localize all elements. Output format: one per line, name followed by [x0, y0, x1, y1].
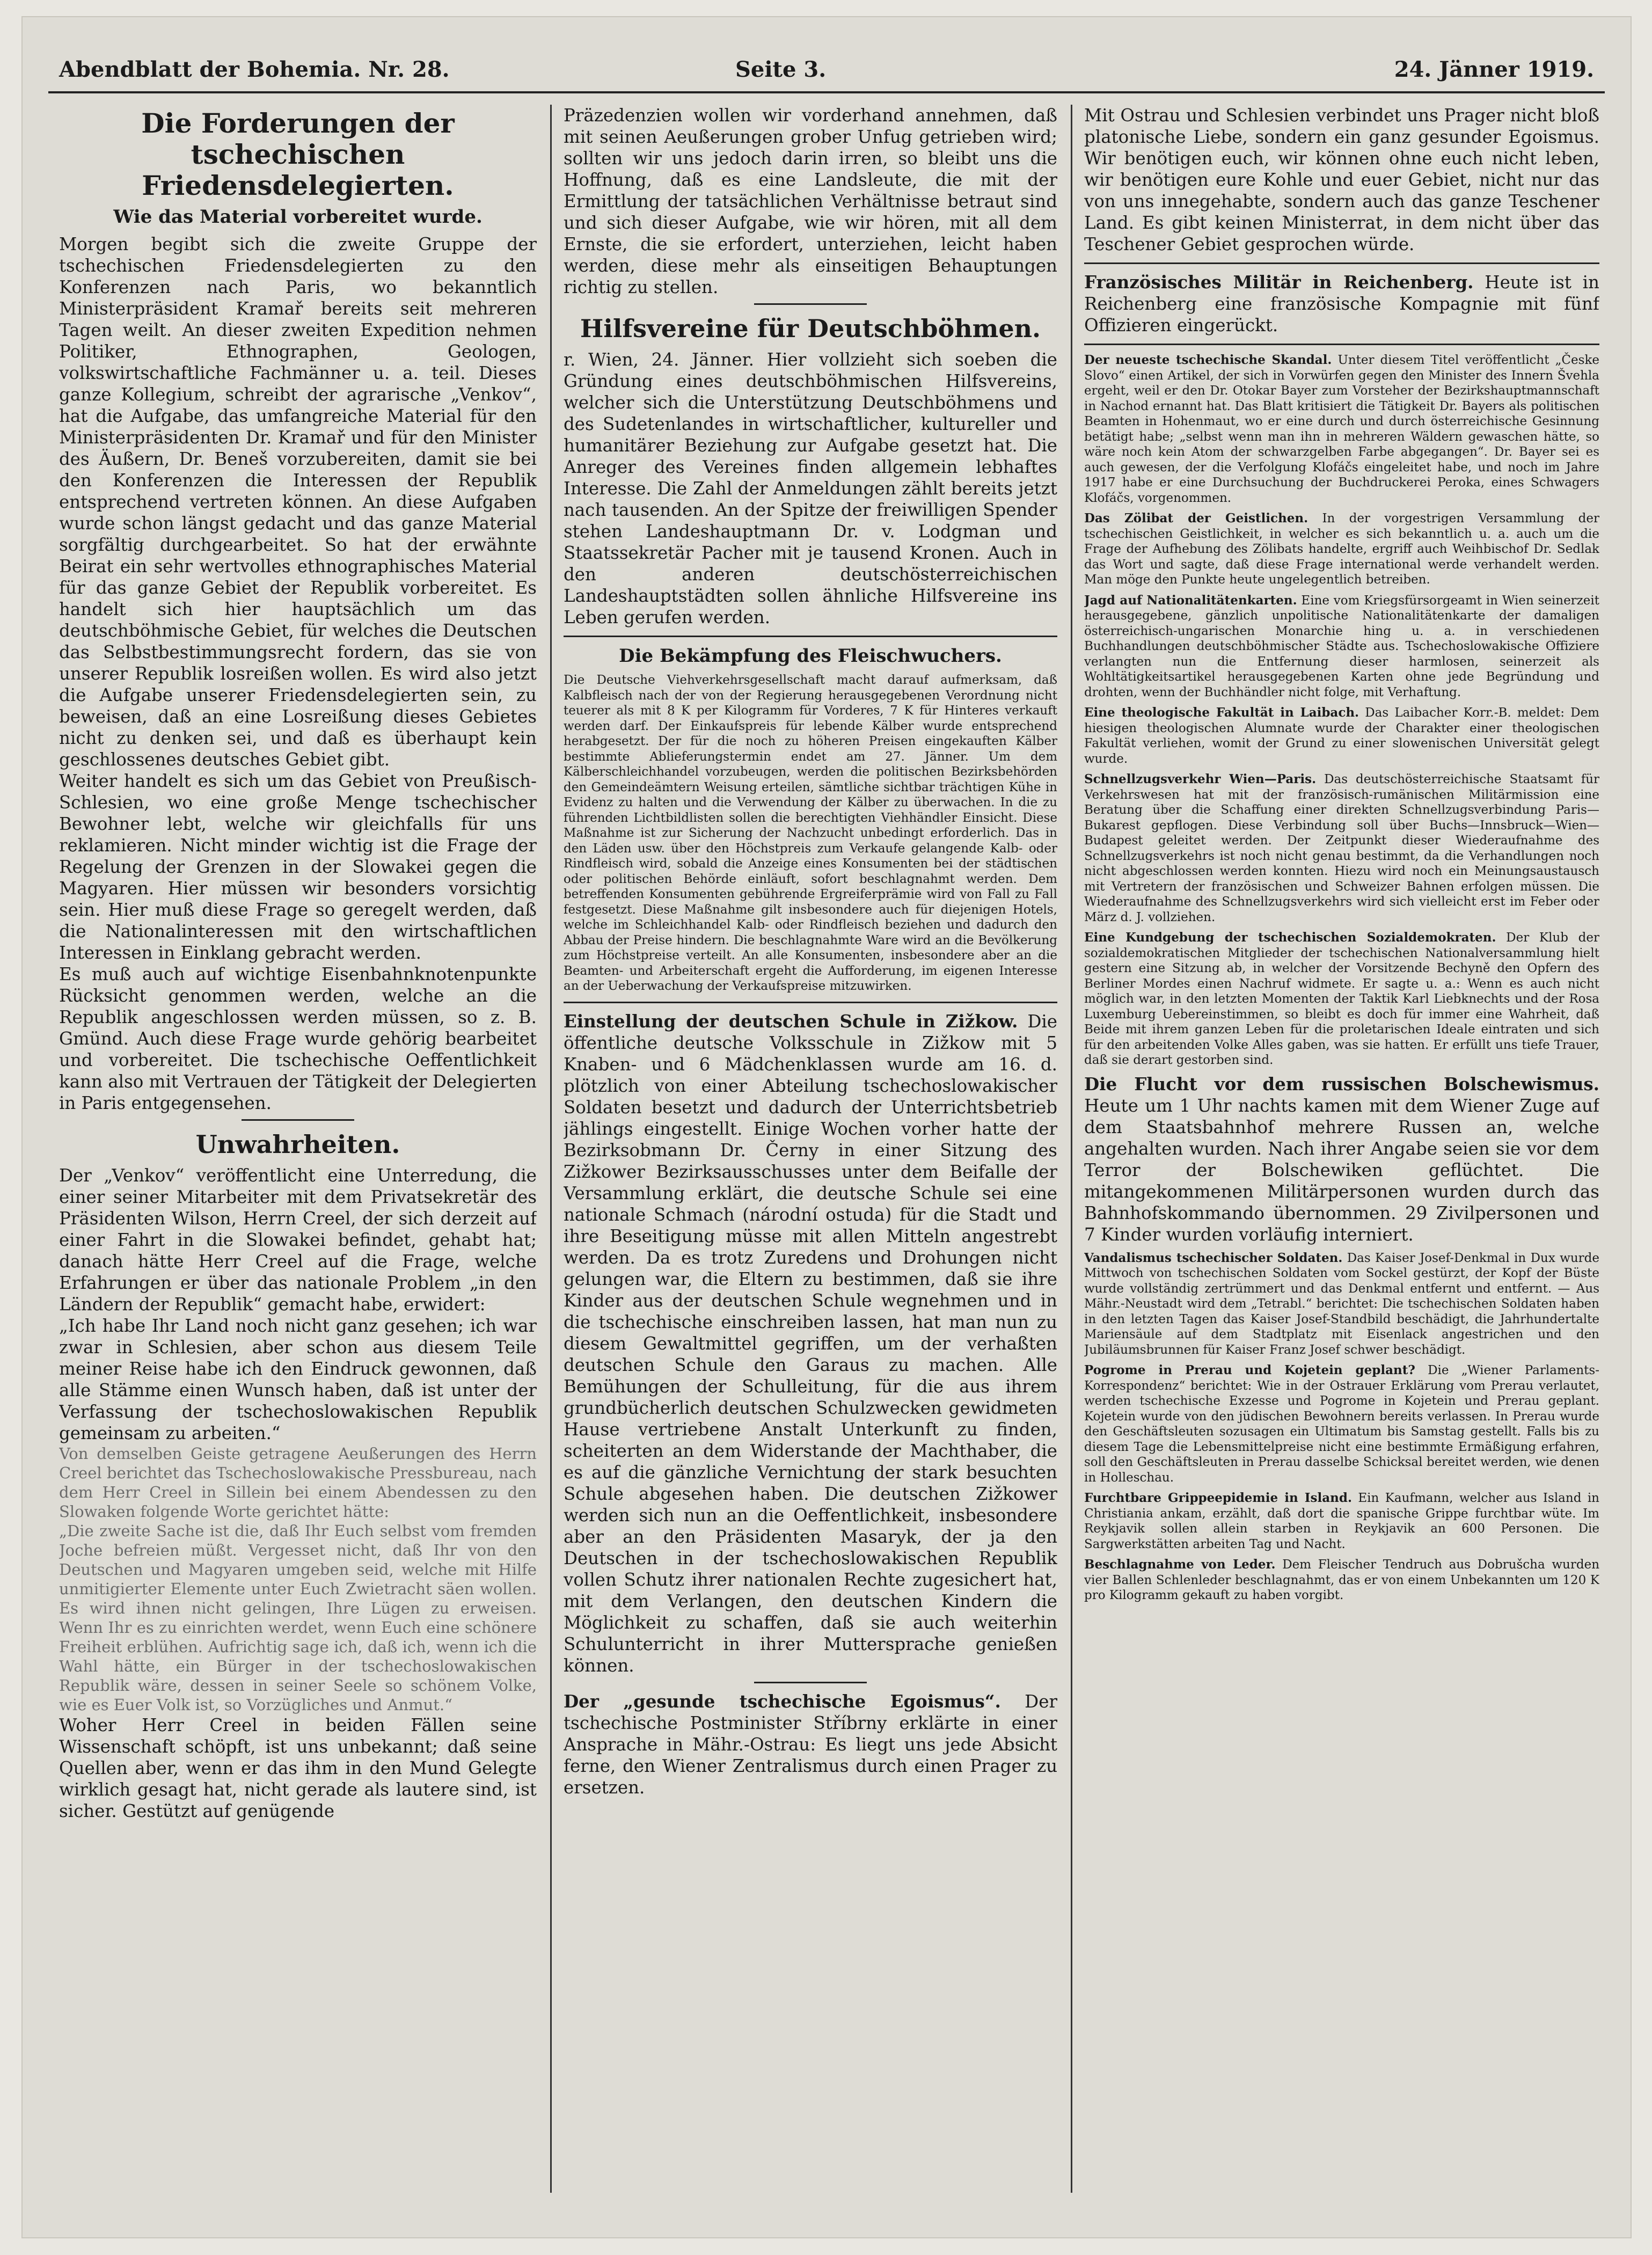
masthead-date: 24. Jänner 1919.: [1394, 57, 1594, 82]
column-3: [1084, 105, 1599, 2198]
article-lead: Vandalismus tschechischer Soldaten.: [1084, 1250, 1343, 1265]
article-headline: Die Bekämpfung des Fleischwuchers.: [619, 645, 1002, 667]
article-lead: Französisches Militär in Reichenberg.: [1084, 272, 1474, 293]
article-paragraph: Dem Fleischer Tendruch aus Dobrušcha wurden vier Ballen Schlenleder beschlagnahmt, das er von einem Unbekannten um 120 K pro Kilogramm gekauft zu haben vorgibt.: [1084, 1558, 1599, 1602]
article-lead: Die Flucht vor dem russischen Bolschewismus.: [1084, 1073, 1599, 1094]
article-lead: Der neueste tschechische Skandal.: [1084, 353, 1332, 367]
article-paragraph: Das Kaiser Josef-Denkmal in Dux wurde Mittwoch von tschechischen Soldaten vom Sockel gestürzt, der Kopf der Büste wurde vollständig zertrümmert und das Denkmal entfernt und entfernt. — Aus Mähr.-Neustadt wird dem „Tetrabl.“ berichtet: Die tschechischen Soldaten haben in den letzten Tagen das Kaiser Josef-Standbild beschädigt, die Jahrhundertalte Mariensäule auf dem Stadtplatz mit Eisenlack angestrichen und den Jubiläumsbrunnen für Kaiser Franz Josef schwer beschädigt.: [1084, 1251, 1599, 1357]
article-paragraph: In der vorgestrigen Versammlung der tschechischen Geistlichkeit, in welcher es sich bekanntlich u. a. auch um die Frage der Aufhebung des Zölibats handelte, ergriff auch Weihbischof Dr. Sedlak das Wort und sagte, daß diese Frage international werde verhandelt werden. Man möge den Punkte heute ungelegentlich betreiben.: [1084, 512, 1599, 587]
newspaper-page: [21, 16, 1632, 2238]
column-divider: [550, 105, 552, 2193]
article-paragraph: Unter diesem Titel veröffentlicht „Česke Slovo“ einen Artikel, der sich in Vorwürfen gegen den Minister des Innern Švehla ergeht, weil er den Dr. Otokar Bayer zum Vorsteher der Bezirkshauptmannschaft in Nachod ernannt hat. Das Blatt kritisiert die Tätigkeit Dr. Bayers als politischen Beamten in Hohenmaut, wo er eine durch und durch österreichische Gesinnung betätigt habe; „selbst wenn man ihn in mehreren Wäldern gewaschen hätte, so wäre noch kein Atom der schwarzgelben Farbe abgegangen“. Dr. Bayer sei es auch gewesen, der die Verfolgung Klofáčs eingeleitet habe, und noch im Jahre 1917 habe er eine Durchsuchung der Buchdruckerei Peroka, eines Schwagers Klofáčs, vorgenommen.: [1084, 353, 1599, 505]
section-divider: [564, 1002, 1057, 1003]
article-paragraph: Der Klub der sozialdemokratischen Mitglieder der tschechischen Nationalversammlung hielt gestern eine Sitzung ab, in welcher der Vorsitzende Bechyně den Opfern des Berliner Mordes einen Nachruf widmete. Er sagte u. a.: Wenn es auch nicht möglich war, in den letzten Momenten der Taktik Karl Liebknechts und der Rosa Luxemburg Uebereinstimmen, so bleibt es doch für immer eine Wahrheit, daß Beide mit ihrem ganzen Leben für die proletarischen Ideale eintraten und sich für den arbeitenden Volke Alles gaben, was sie hatten. Er erfüllt uns tiefe Trauer, daß sie derart gestorben sind.: [1084, 931, 1599, 1067]
article-headline: Hilfsvereine für Deutschböhmen.: [580, 314, 1041, 343]
column-2: [564, 105, 1057, 2198]
article-lead: Einstellung der deutschen Schule in Zižkow.: [564, 1010, 1018, 1032]
article-lead: Das Zölibat der Geistlichen.: [1084, 511, 1309, 526]
article-paragraph: Eine vom Kriegsfürsorgeamt in Wien seinerzeit herausgegebene, gänzlich unpolitische Nationalitätenkarte der damaligen österreichisch-ungarischen Monarchie hing u. a. in verschiedenen Buchhandlungen deutschböhmischer Städte aus. Tschechoslowakische Offiziere verlangten nun die Entfernung dieser harmlosen, seinerzeit als Wohltätigkeitsartikel herausgegebenen Karten ohne jede Begründung und drohten, wenn der Buchhändler nicht folge, mit Verhaftung.: [1084, 593, 1599, 699]
article-paragraph: Es muß auch auf wichtige Eisenbahnknotenpunkte Rücksicht genommen werden, welche an die Republik angeschlossen werden müssen, so z. B. Gmünd. Auch diese Frage wurde gehörig bearbeitet und vorbereitet. Die tschechische Oeffentlichkeit kann also mit Vertrauen der Tätigkeit der Delegierten in Paris entgegensehen.: [59, 964, 537, 1113]
article-lead: Schnellzugsverkehr Wien—Paris.: [1084, 772, 1317, 786]
section-divider: [242, 1119, 354, 1121]
article-subheadline: Wie das Material vorbereitet wurde.: [113, 206, 483, 228]
section-divider: [564, 636, 1057, 637]
article-quote: „Ich habe Ihr Land noch nicht ganz gesehen; ich war zwar in Schlesien, aber schon aus diesem Teile meiner Reise habe ich den Eindruck gewonnen, daß alle Stämme einen Wunsch haben, daß ist unter der Verfassung der tschechoslowakischen Republik gemeinsam zu arbeiten.“: [59, 1316, 537, 1443]
article-paragraph: Woher Herr Creel in beiden Fällen seine Wissenschaft schöpft, ist uns unbekannt; daß seine Quellen aber, wenn er das ihm in den Mund Gelegte wirklich gesagt hat, nicht gerade als lautere sind, ist sicher. Gestützt auf genügende: [59, 1715, 537, 1821]
masthead-paper-issue: Abendblatt der Bohemia. Nr. 28.: [59, 57, 450, 82]
section-divider: [754, 303, 867, 305]
article-lead: Eine Kundgebung der tschechischen Sozialdemokraten.: [1084, 930, 1496, 945]
article-headline: Unwahrheiten.: [195, 1130, 400, 1159]
article-lead: Furchtbare Grippeepidemie in Island.: [1084, 1491, 1352, 1505]
columns: [59, 105, 1610, 2209]
article-paragraph: Heute um 1 Uhr nachts kamen mit dem Wiener Zuge auf dem Staatsbahnhof mehrere Russen an, welche angehalten wurden. Nach ihrer Angabe seien sie vor dem Terror der Bolschewiken geflüchtet. Die mitangekommenen Militärpersonen wurden durch das Bahnhofskommando übernommen. 29 Zivilpersonen und 7 Kinder wurden vorläufig interniert.: [1084, 1095, 1599, 1245]
article-paragraph: Präzedenzien wollen wir vorderhand annehmen, daß mit seinen Aeußerungen grober Unfug getrieben wird; sollten wir uns jedoch darin irren, so bleibt uns die Hoffnung, daß es eine Landsleute, die mit der Ermittlung der tatsächlichen Verhältnisse betraut sind und sich dieser Aufgabe, wie wir hören, mit all dem Ernste, die sie erfordert, unterziehen, leicht haben werden, diese mehr als einseitigen Behauptungen richtig zu stellen.: [564, 105, 1057, 297]
article-paragraph: r. Wien, 24. Jänner. Hier vollzieht sich soeben die Gründung eines deutschböhmischen Hilfsvereins, welcher sich die Unterstützung Deutschböhmens und des Sudetenlandes in wirtschaftlicher, kultureller und humanitärer Beziehung zur Aufgabe gesetzt hat. Die Anreger des Vereines finden allgemein lebhaftes Interesse. Die Zahl der Anmeldungen zählt bereits jetzt nach tausenden. An der Spitze der freiwilligen Spender stehen Landeshauptmann Dr. v. Lodgman und Staatssekretär Pacher mit je tausend Kronen. Auch in den anderen deutschösterreichischen Landeshauptstädten sollen ähnliche Hilfsvereine ins Leben gerufen werden.: [564, 349, 1057, 627]
article-paragraph: Ein Kaufmann, welcher aus Island in Christiania ankam, erzählt, daß dort die spanische Grippe furchtbar wüte. Im Reykjavik sollen allein starben in Reykjavik an 600 Personen. Die Sargwerkstätten arbeiten Tag und Nacht.: [1084, 1491, 1599, 1551]
article-lead: Jagd auf Nationalitätenkarten.: [1084, 593, 1297, 608]
article-lead: Eine theologische Fakultät in Laibach.: [1084, 705, 1359, 720]
article-lead: Beschlagnahme von Leder.: [1084, 1557, 1276, 1572]
article-lead: Der „gesunde tschechische Egoismus“.: [564, 1690, 1001, 1712]
article-paragraph: Mit Ostrau und Schlesien verbindet uns Prager nicht bloß platonische Liebe, sondern ein ganz gesunder Egoismus. Wir benötigen euch, wir können ohne euch nicht leben, wir benötigen eure Kohle und euer Gebiet, nicht nur das von uns innegehabte, sondern auch das ganze Teschener Land. Es gibt keinen Ministerrat, in dem nicht über das Teschener Gebiet gesprochen würde.: [1084, 105, 1599, 254]
article-paragraph: Das deutschösterreichische Staatsamt für Verkehrswesen hat mit der französisch-rumänischen Militärmission eine Beratung über die Schaffung einer direkten Schnellzugsverbindung Paris—Bukarest gepflogen. Diese Verbindung soll über Buchs—Innsbruck—Wien—Budapest geleitet werden. Der Zeitpunkt dieser Wiederaufnahme des Schnellzugsverkehrs ist noch nicht genau bestimmt, da die Verhandlungen noch nicht abgeschlossen werden konnten. Hiezu wird noch ein Meinungsaustausch mit Vertretern der französischen und Schweizer Bahnen erfolgen müssen. Die Wiederaufnahme des Schnellzugsverkehrs wird sich vielleicht erst im Feber oder März d. J. vollziehen.: [1084, 772, 1599, 924]
article-headline: Die Forderungen der tschechischen Friedensdelegierten.: [141, 107, 455, 201]
article-paragraph: Morgen begibt sich die zweite Gruppe der tschechischen Friedensdelegierten zu den Konferenzen nach Paris, wo bekanntlich Ministerpräsident Kramař bereits seit mehreren Tagen weilt. An dieser zweiten Expedition nehmen Politiker, Ethnographen, Geologen, volkswirtschaftliche Fachmänner u. a. teil. Dieses ganze Kollegium, schreibt der agrarische „Venkov“, hat die Aufgabe, das umfangreiche Material für den Ministerpräsidenten Dr. Kramař und für den Minister des Äußern, Dr. Beneš vorzubereiten, damit sie bei den Konferenzen die Interessen der Republik entsprechend vertreten können. An diese Aufgaben wurde schon längst gedacht und das ganze Material sorgfältig durchgearbeitet. So hat der erwähnte Beirat ein sehr wertvolles ethnographisches Material für das ganze Gebiet der Republik vorbereitet. Es handelt sich hier hauptsächlich um das deutschböhmische Gebiet, für welches die Deutschen das Selbstbestimmungsrecht fordern, das sie von unserer Republik losreißen wollen. Es wird also jetzt die Aufgabe unserer Friedensdelegierten sein, zu beweisen, daß an eine Losreißung dieses Gebietes nicht zu denken sei, und daß es überhaupt kein geschlossenes deutsches Gebiet gibt.: [59, 234, 537, 770]
masthead-page-number: Seite 3.: [735, 57, 827, 82]
section-divider: [1084, 262, 1599, 264]
article-quote: „Die zweite Sache ist die, daß Ihr Euch selbst vom fremden Joche befreien müßt. Vergesset nicht, daß Ihr von den Deutschen und Magyaren umgeben seid, welche mit Hilfe unmitigierter Elemente unter Euch Zwietracht säen wollen. Es wird ihnen nicht gelingen, Ihre Lügen zu erweisen. Wenn Ihr es zu einrichten werdet, wenn Euch eine schönere Freiheit erblühen. Aufrichtig sage ich, daß ich, wenn ich die Wahl hätte, ein Bürger in der tschechoslowakischen Republik wäre, dessen in seiner Seele so schönem Volke, wie es Euer Volk ist, so Vorzügliches und Anmut.“: [59, 1522, 537, 1714]
section-divider: [1084, 344, 1599, 345]
article-paragraph: Der tschechische Postminister Stříbrny erklärte in einer Ansprache in Mähr.-Ostrau: Es liegt uns jede Absicht ferne, den Wiener Zentralismus durch einen Prager zu ersetzen.: [564, 1691, 1057, 1798]
article-paragraph: Der „Venkov“ veröffentlicht eine Unterredung, die einer seiner Mitarbeiter mit dem Privatsekretär des Präsidenten Wilson, Herrn Creel, der sich derzeit auf einer Fahrt in die Slowakei befindet, gehabt hat; danach hätte Herr Creel auf die Frage, welche Erfahrungen er über das nationale Problem „in den Ländern der Republik“ gemacht habe, erwidert:: [59, 1165, 537, 1315]
article-paragraph: Die Deutsche Viehverkehrsgesellschaft macht darauf aufmerksam, daß Kalbfleisch nach der von der Regierung herausgegebenen Verordnung nicht teuerer als mit 8 K per Kilogramm für Vorderes, 7 K für Hinteres verkauft werden darf. Der Einkaufspreis für lebende Kälber wurde entsprechend herabgesetzt. Der für die noch zu höheren Preisen eingekauften Kälber bestimmte Ablieferungstermin endet am 27. Jänner. Um dem Kälberschleichhandel vorzubeugen, werden die politischen Bezirksbehörden den Gemeindeämtern Weisung erteilen, sämtliche sichtbar trächtigen Kühe in Evidenz zu halten und die Verwendung der Kälber zu überwachen. In die zu führenden Lichtbildlisten sollen die berechtigten Viehhändler Einsicht. Diese Maßnahme ist zur Sicherung der Nachzucht unbedingt erforderlich. Das in den Läden usw. über den Höchstpreis zum Verkaufe gelangende Kalb- oder Rindfleisch wird, sobald die Anzeige eines Konsumenten bei der städtischen oder politischen Behörde einläuft, sofort beschlagnahmt werden. Dem betreffenden Konsumenten gebührende Ergreiferprämie wird von Fall zu Fall festgesetzt. Diese Maßnahme gilt insbesondere auch für diejenigen Hotels, welche im Schleichhandel Kalb- oder Rindfleisch beziehen und dadurch den Abbau der Preise hindern. Die beschlagnahmte Ware wird an die Bevölkerung zum Höchstpreise verteilt. An alle Konsumenten, insbesondere aber an die Beamten- und Arbeiterschaft ergeht die Aufforderung, im eigenen Interesse an der Ueberwachung der Verkaufspreise mitzuwirken.: [564, 673, 1057, 993]
article-paragraph: Das Laibacher Korr.-B. meldet: Dem hiesigen theologischen Alumnate wurde der Charakter einer theologischen Fakultät verliehen, womit der Grund zu einer slowenischen Universität gelegt wurde.: [1084, 706, 1599, 766]
column-1: [59, 105, 537, 2198]
article-paragraph: Weiter handelt es sich um das Gebiet von Preußisch-Schlesien, wo eine große Menge tschechischer Bewohner lebt, welche wir gleichfalls für uns reklamieren. Nicht minder wichtig ist die Frage der Regelung der Grenzen in der Slowakei gegen die Magyaren. Hier müssen wir besonders vorsichtig sein. Hier muß diese Frage so geregelt werden, daß die Nationalinteressen mit den wirtschaftlichen Interessen in Einklang gebracht werden.: [59, 771, 537, 963]
column-divider: [1071, 105, 1072, 2193]
article-paragraph: Heute ist in Reichenberg eine französische Kompagnie mit fünf Offizieren eingerückt.: [1084, 272, 1599, 335]
masthead: [48, 48, 1605, 93]
article-lead: Pogrome in Prerau und Kojetein geplant?: [1084, 1363, 1415, 1377]
article-paragraph: Die öffentliche deutsche Volksschule in Zižkow mit 5 Knaben- und 6 Mädchenklassen wurde am 16. d. plötzlich von einer Abteilung tschechoslowakischer Soldaten besetzt und dadurch der Unterrichtsbetrieb jählings eingestellt. Einige Wochen vorher hatte der Bezirksobmann Dr. Černy in einer Sitzung des Zižkower Bezirksausschusses unter dem Beifalle der Versammlung erklärt, die deutsche Schule sei eine nationale Schmach (národní ostuda) für die Stadt und ihre Beseitigung müsse mit allen Mitteln angestrebt werden. Da es trotz Zuredens und Drohungen nicht gelungen war, die Eltern zu bestimmen, daß sie ihre Kinder aus der deutschen Schule wegnehmen und in die tschechische einschreiben lassen, hat man nun zu diesem Gewaltmittel gegriffen, um der verhaßten deutschen Schule den Garaus zu machen. Alle Bemühungen der Schulleitung, für die aus ihrem grundbücherlich deutschen Schulzwecken gewidmeten Hause vertriebene Anstalt Unterkunft zu finden, scheiterten an dem Widerstande der Machthaber, die es auf die gänzliche Vernichtung der stark besuchten Schule abgesehen haben. Die deutschen Zižkower werden sich nun an die Oeffentlichkeit, insbesondere aber an den Präsidenten Masaryk, der ja den Deutschen in der tschechoslowakischen Republik vollen Schutz ihrer nationalen Rechte zugesichert hat, mit dem Verlangen, den deutschen Kindern die Möglichkeit zu schaffen, daß sie auch weiterhin Schulunterricht in ihrer Muttersprache genießen können.: [564, 1011, 1057, 1676]
article-paragraph: Von demselben Geiste getragene Aeußerungen des Herrn Creel berichtet das Tschechoslowakische Pressbureau, nach dem Herr Creel in Sillein bei einem Abendessen zu den Slowaken folgende Worte gerichtet hätte:: [59, 1444, 537, 1521]
section-divider: [754, 1682, 867, 1683]
article-paragraph: Die „Wiener Parlaments-Korrespondenz“ berichtet: Wie in der Ostrauer Erklärung vom Prerau verlautet, werden tschechische Exzesse und Pogrome in Kojetein und Prerau geplant. Kojetein wurde von den jüdischen Bewohnern bereits verlassen. In Prerau wurde den Geschäftsleuten sozusagen ein Ultimatum bis Samstag gestellt. Falls bis zu diesem Tage die Lebensmittelpreise nicht eine bestimmte Ermäßigung erfahren, soll den Geschäftsleuten in Prerau dasselbe Schicksal bereitet werden, wie denen in Holleschau.: [1084, 1363, 1599, 1485]
